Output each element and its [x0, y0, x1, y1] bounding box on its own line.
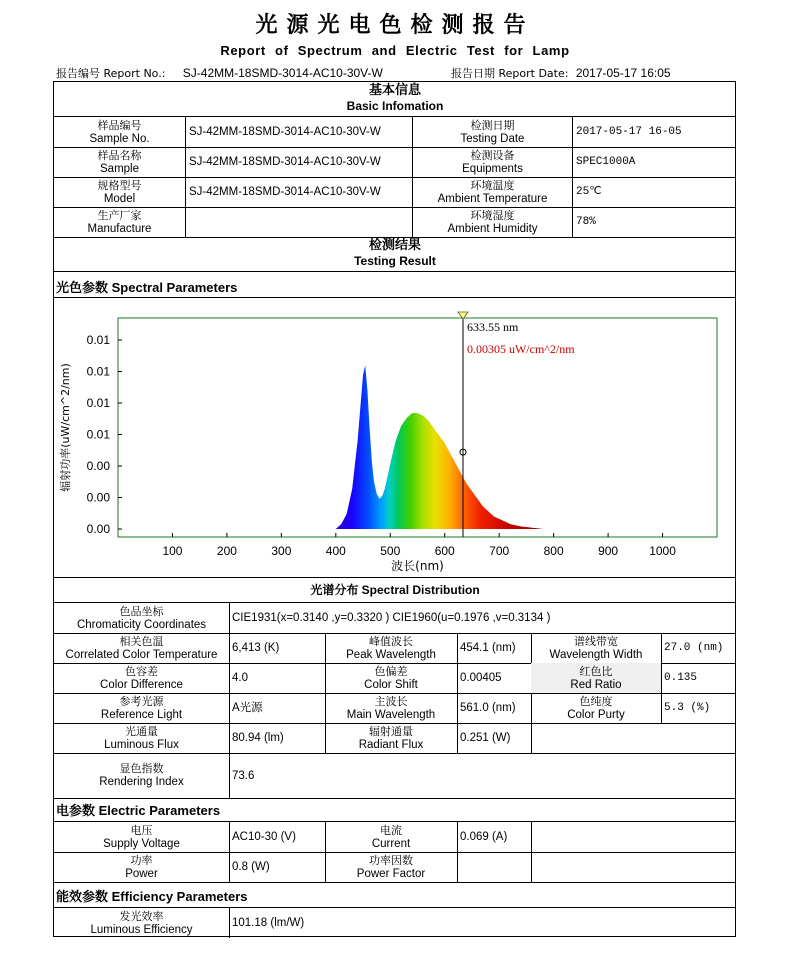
param-label-2-1-zh: 主波长 — [374, 694, 408, 708]
spectral-distribution-en: Spectral Distribution — [361, 583, 480, 597]
basic-label2-0 — [413, 117, 572, 147]
param-label-0-2-zh: 谱线带宽 — [574, 634, 618, 648]
basic-value2-3: 78% — [576, 216, 596, 228]
basic-label-en: Manufacture — [87, 222, 152, 235]
report-title-zh: 光源光电色检测报告 — [255, 13, 535, 38]
basic-label-zh: 生产厂家 — [97, 208, 142, 222]
basic-value-2: SJ-42MM-18SMD-3014-AC10-30V-W — [189, 186, 381, 198]
y-tick-label: 0.00 — [86, 522, 110, 536]
param-label-1-1-zh: 色偏差 — [374, 664, 408, 678]
electric-value-0-0: AC10-30 (V) — [232, 831, 296, 843]
report-date — [451, 65, 671, 81]
efficiency-label-en: Luminous Efficiency — [90, 923, 193, 936]
electric-label-0-1-en: Current — [371, 837, 411, 850]
param-value-0-1: 454.1 (nm) — [460, 642, 516, 654]
testing-result-title-en: Testing Result — [354, 254, 436, 268]
basic-info-header — [54, 82, 736, 116]
basic-label2-en: Testing Date — [460, 132, 525, 145]
report-no-value: SJ-42MM-18SMD-3014-AC10-30V-W — [182, 66, 383, 80]
spectral-distribution-header — [54, 580, 736, 600]
param-value-0-2: 27.0 (nm) — [664, 642, 724, 654]
spectral-params-section — [56, 277, 237, 296]
report-no-label: 报告编号 Report No.: — [56, 67, 166, 80]
param-label-0-2-en: Wavelength Width — [549, 648, 643, 661]
basic-label2-zh: 检测日期 — [470, 118, 515, 132]
electric-label-1-1-zh: 功率因数 — [368, 853, 413, 867]
chroma-label-en: Chromaticity Coordinates — [76, 618, 207, 631]
basic-label2-zh: 环境湿度 — [470, 208, 515, 222]
cursor-power-label: 0.00305 uW/cm^2/nm — [466, 342, 575, 356]
basic-label-0 — [54, 117, 185, 147]
basic-label2-en: Ambient Humidity — [447, 222, 538, 235]
electric-params-title-en: Electric Parameters — [98, 803, 221, 818]
y-axis — [87, 333, 122, 536]
param-value-2-2: 5.3 (%) — [664, 702, 711, 714]
spectrum-chart — [54, 300, 735, 578]
basic-value-0: SJ-42MM-18SMD-3014-AC10-30V-W — [189, 126, 381, 138]
param-label-3-1-zh: 辐射通量 — [369, 724, 413, 738]
y-tick-label: 0.00 — [86, 459, 110, 473]
electric-label-1-1-en: Power Factor — [356, 867, 426, 880]
param-label-3-1-en: Radiant Flux — [358, 738, 424, 751]
rendering-label-en: Rendering Index — [99, 776, 184, 788]
y-tick-label: 0.00 — [86, 490, 110, 505]
param-label-1-1 — [325, 663, 457, 693]
param-label-0-0-en: Correlated Color Temperature — [65, 648, 218, 661]
param-value-2-1: 561.0 (nm) — [460, 702, 516, 714]
x-tick-label: 700 — [489, 544, 510, 558]
spectral-params-title-en: Spectral Parameters — [111, 280, 238, 295]
rendering-label-zh: 显色指数 — [119, 762, 164, 775]
param-label-0-0 — [54, 633, 229, 663]
efficiency-label — [54, 908, 229, 938]
x-axis-label: 波长(nm) — [391, 559, 444, 573]
param-value-1-0: 4.0 — [232, 672, 248, 684]
param-label-1-0-en: Color Difference — [100, 678, 183, 691]
report-title-en: Report of Spectrum and Electric Test for Lamp — [220, 43, 570, 58]
basic-label2-en: Ambient Temperature — [437, 192, 548, 205]
param-label-2-2-en: Color Purty — [567, 708, 625, 721]
report-date-label: 报告日期 Report Date: — [451, 67, 569, 80]
basic-label-en: Sample No. — [89, 132, 150, 145]
basic-label2-zh: 检测设备 — [470, 148, 515, 162]
param-label-2-2-zh: 色纯度 — [579, 694, 613, 708]
param-label-0-1 — [325, 633, 457, 663]
basic-label2-2 — [413, 177, 572, 207]
basic-label-1 — [54, 147, 185, 177]
y-tick-label: 0.01 — [86, 333, 110, 347]
param-label-2-0 — [54, 693, 229, 723]
efficiency-params-section — [56, 886, 248, 905]
param-label-2-2 — [531, 693, 661, 723]
basic-label-en: Sample — [100, 162, 139, 175]
x-tick-label: 900 — [598, 544, 619, 558]
chroma-label-zh: 色品坐标 — [119, 604, 164, 618]
electric-label-1-0-zh: 功率 — [130, 853, 153, 867]
param-label-3-0 — [54, 723, 229, 753]
y-tick-label: 0.01 — [86, 427, 110, 442]
electric-params-title-zh: 电参数 — [56, 804, 96, 819]
efficiency-params-title-zh: 能效参数 — [56, 890, 109, 905]
electric-label-0-1-zh: 电流 — [379, 823, 402, 837]
param-label-2-1 — [325, 693, 457, 723]
y-tick-label: 0.01 — [86, 364, 110, 379]
rendering-label — [54, 753, 229, 798]
param-value-3-1: 0.251 (W) — [460, 732, 511, 744]
basic-label2-zh: 环境温度 — [470, 178, 515, 192]
efficiency-params-title-en: Efficiency Parameters — [111, 889, 248, 904]
param-label-2-0-zh: 参考光源 — [119, 694, 164, 708]
param-label-1-2 — [531, 663, 661, 693]
basic-value-1: SJ-42MM-18SMD-3014-AC10-30V-W — [189, 156, 381, 168]
basic-info-title-en: Basic Infomation — [346, 99, 444, 113]
electric-label-1-1 — [325, 852, 457, 882]
electric-label-0-0-zh: 电压 — [130, 823, 153, 837]
basic-value-3 — [186, 207, 412, 237]
basic-label-zh: 规格型号 — [97, 178, 142, 192]
basic-label2-3 — [413, 207, 572, 237]
electric-label-1-0 — [54, 852, 229, 882]
rendering-value: 73.6 — [232, 769, 255, 782]
y-axis-label: 辐射功率(uW/cm^2/nm) — [59, 363, 72, 492]
electric-value-1-0: 0.8 (W) — [232, 861, 270, 873]
efficiency-value: 101.18 (lm/W) — [232, 917, 305, 929]
basic-label2-1 — [413, 147, 572, 177]
param-label-2-0-en: Reference Light — [100, 708, 183, 721]
basic-info-title-zh: 基本信息 — [368, 83, 421, 98]
basic-label-3 — [54, 207, 185, 237]
electric-label-1-0-en: Power — [125, 867, 158, 880]
electric-value-0-1: 0.069 (A) — [460, 831, 508, 843]
param-label-2-1-en: Main Wavelength — [346, 708, 436, 721]
x-tick-label: 800 — [543, 544, 564, 558]
x-tick-label: 300 — [271, 544, 292, 558]
chroma-value: CIE1931(x=0.3140 ,y=0.3320 ) CIE1960(u=0.1976 ,v=0.3134 ) — [232, 612, 551, 624]
param-label-1-2-zh: 红色比 — [579, 664, 613, 678]
param-label-1-0 — [54, 663, 229, 693]
x-tick-label: 100 — [162, 544, 183, 558]
param-value-1-1: 0.00405 — [460, 672, 502, 684]
testing-result-header — [54, 237, 736, 271]
electric-value-1-1 — [457, 852, 531, 882]
x-tick-label: 200 — [216, 544, 237, 558]
param-label-0-2 — [531, 633, 661, 663]
electric-label-0-0-en: Supply Voltage — [103, 837, 180, 850]
spectral-params-title-zh: 光色参数 — [56, 281, 109, 296]
testing-result-title-zh: 检测结果 — [368, 238, 421, 253]
y-tick-label: 0.01 — [86, 396, 110, 410]
cursor-wavelength-label: 633.55 nm — [466, 320, 519, 334]
efficiency-label-zh: 发光效率 — [119, 909, 164, 923]
basic-value2-1: SPEC1000A — [576, 156, 636, 168]
param-label-0-0-zh: 相关色温 — [119, 634, 164, 648]
basic-label2-en: Equipments — [462, 162, 523, 175]
basic-value2-2: 25℃ — [576, 186, 602, 198]
param-value-1-2: 0.135 — [664, 672, 698, 684]
electric-label-0-1 — [325, 822, 457, 852]
x-tick-label: 1000 — [649, 544, 676, 558]
x-tick-label: 500 — [380, 544, 401, 558]
x-tick-label: 400 — [325, 544, 346, 558]
param-label-3-0-en: Luminous Flux — [104, 738, 179, 751]
basic-label-2 — [54, 177, 185, 207]
param-value-3-0: 80.94 (lm) — [232, 732, 284, 744]
electric-params-section — [56, 800, 220, 819]
electric-label-0-0 — [54, 822, 229, 852]
param-label-0-1-zh: 峰值波长 — [369, 634, 413, 648]
chroma-label — [54, 603, 229, 633]
param-label-3-1 — [325, 723, 457, 753]
basic-label-en: Model — [103, 192, 136, 205]
param-label-0-1-en: Peak Wavelength — [346, 648, 436, 661]
basic-label-zh: 样品编号 — [97, 118, 142, 132]
report-date-value: 2017-05-17 16:05 — [575, 66, 671, 80]
param-value-2-0: A光源 — [232, 702, 263, 714]
param-label-3-0-zh: 光通量 — [124, 724, 158, 738]
param-label-1-2-en: Red Ratio — [570, 678, 622, 691]
param-value-0-0: 6,413 (K) — [232, 642, 280, 654]
x-tick-label: 600 — [434, 544, 455, 558]
basic-value2-0: 2017-05-17 16-05 — [576, 126, 682, 138]
param-label-1-0-zh: 色容差 — [124, 664, 158, 678]
param-label-1-1-en: Color Shift — [364, 678, 418, 691]
spectral-distribution-zh: 光谱分布 — [310, 583, 359, 597]
basic-label-zh: 样品名称 — [97, 148, 142, 162]
report-no — [56, 65, 383, 81]
